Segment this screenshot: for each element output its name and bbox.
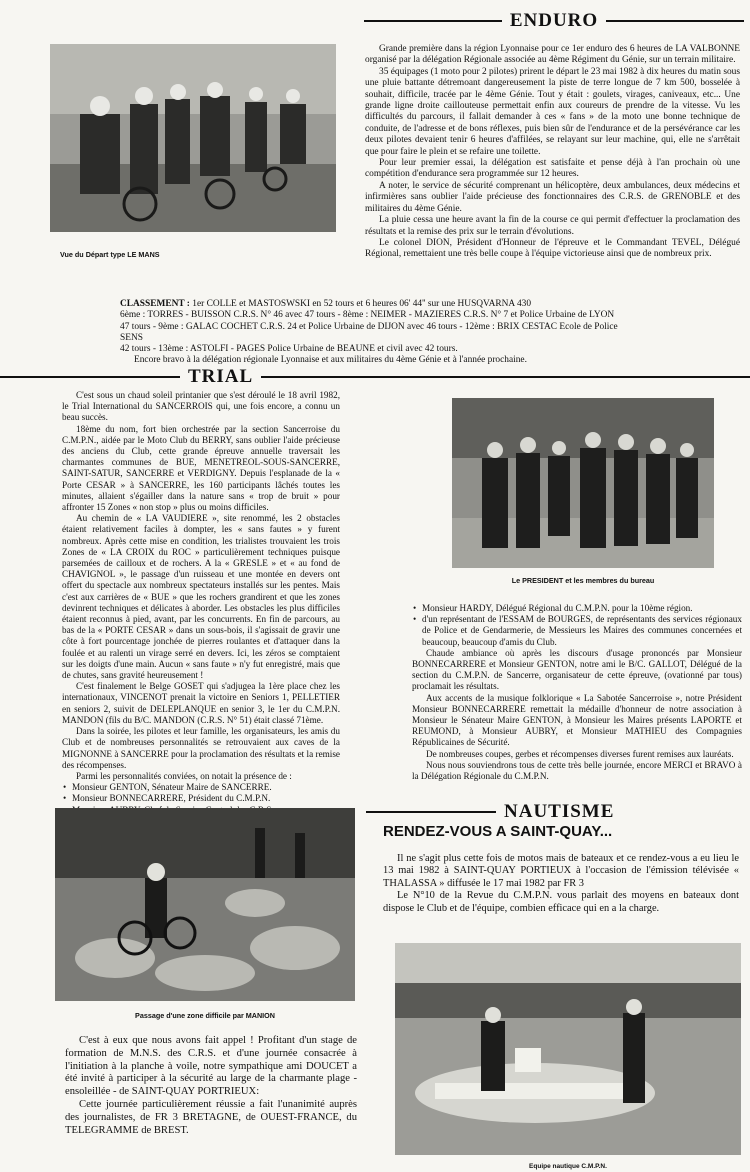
nautisme-subheading: RENDEZ-VOUS A SAINT-QUAY... [383, 823, 613, 840]
trial-paragraph: Parmi les personnalités conviées, on notait la présence de : [76, 770, 292, 781]
trial-paragraph: 18ème du nom, fort bien orchestrée par la section Sancerroise du C.M.P.N., aidée par le Moto Club du BERRY, sans oublier l'aide précieuse des anciens du Club, cette grande épreuve annuelle traversait les charmantes communes de BUE, MENETREOL-SOUS-SANCERRE, SAINT-SATUR, SANCERRE et VERDIGNY. Depuis l'esplanade de la « Porte CESAR » à SANCERRE, les 160 participants lâchés toutes les minutes, allaient s'égailler dans la nature sans « trop de bruit » pour affronter 15 Zones « non stop » plus ou moins difficiles. [62, 423, 340, 513]
enduro-paragraph: La pluie cessa une heure avant la fin de la course ce qui permit d'effectuer la proclamation des résultats et la remise des prix sur le terrain d'évolutions. [365, 215, 740, 237]
classement-first: 1er COLLE et MASTOSWSKI en 52 tours et 6 heures 06' 44'' sur une HUSQVARNA 430 [192, 299, 532, 309]
trial-right-column [412, 603, 742, 782]
president-photo-caption: Le PRESIDENT et les membres du bureau [511, 576, 655, 585]
trial-right-paragraph: Chaude ambiance où après les discours d'usage prononcés par Monsieur BONNECARRERE et Monsieur GENTON, notre ami le B/C. GALLOT, Délégué de la section du C.M.P.N. de Sancerre, organisateur de cette épreuve, (ovationné par tous) proclamait les résultats. [412, 647, 742, 692]
enduro-paragraph: Pour leur premier essai, la délégation est satisfaite et pense déjà à l'an prochain où une compétition d'endurance sera programmée sur 12 heures. [365, 158, 740, 180]
trial-paragraph: Dans la soirée, les pilotes et leur famille, les organisateurs, les amis du Club et de nombreuses personnalités se retrouvaient aux caves de la MIGNONNE à SANCERRE pour la proclamation des résultats et la remise des récompenses. [62, 726, 340, 770]
classement-line [120, 299, 640, 310]
classement-line: Encore bravo à la délégation régionale Lyonnaise et aux militaires du 4ème Génie et à l'année prochaine. [134, 355, 527, 366]
nautisme-paragraph: Le N°10 de la Revue du C.M.P.N. vous parlait des moyens en bateaux dont dispose le Club et de l'équipe, combien efficace qui en a la charge. [383, 890, 739, 914]
trial-right-bullets [412, 603, 742, 648]
enduro-classement [120, 299, 640, 367]
trial-article [62, 390, 340, 849]
classement-line: 6ème : TORRES - BUISSON C.R.S. N° 46 avec 47 tours - 8ème : NEIMER - MAZIERES C.R.S. N° 7 et Police Urbaine de LYON [120, 310, 615, 321]
nautisme-header [366, 801, 750, 823]
nautisme-left-paragraph: Cette journée particulièrement réussie a fait l'unanimité auprès des journalistes, de FR 3 BRETAGNE, de OUEST-FRANCE, du TELEGRAMME de BREST. [65, 1098, 357, 1136]
trial-heading: TRIAL [188, 366, 254, 387]
enduro-header [364, 10, 744, 32]
trial-header [0, 366, 750, 388]
enduro-paragraph: 35 équipages (1 moto pour 2 pilotes) prirent le départ le 23 mai 1982 à dix heures du matin sous une pluie battante détremoant dangereusement la piste de terre longue de 7 km 500, bosselée à souhait, difficile, tracée par le 4ème Génie. Tout y était : goulets, virages, caniveaux, etc... Une grande ligne droite caillouteuse permettait enfin aux coureurs de prendre de la vitesse. Vu les difficultés du parcours, il fallait demander à ces « fans » de la moto une bonne technique de conduite, de l'adresse et de bons réflexes, puis bien sûr de l'endurance et de la persévérance car les deux pilotes devaient tenir 6 heures d'affilées, se relayant sur leur machine, qui, elle ne s'arrêtait que pour faire le plein et se refaire une toilette. [365, 66, 740, 157]
trial-right-paragraph: De nombreuses coupes, gerbes et récompenses diverses furent remises aux lauréats. [426, 748, 734, 759]
trial-paragraph: C'est finalement le Belge GOSET qui s'adjugea la 1ère place chez les internationaux, VINCENOT prenait la victoire en Seniors 1, PELLETIER en seniors 2, suivit de DELEPLANQUE en senior 3, le 1er du C.M.P.N. MANDON (fils du B/C. MANDON (C.R.S. N° 51) était classé 71ème. [62, 681, 340, 725]
trial-paragraph: C'est sous un chaud soleil printanier que s'est déroulé le 18 avril 1982, le Trial International du SANCERROIS qui, une fois encore, a connu un beau succès. [62, 390, 340, 423]
trial-zone-photo [55, 808, 355, 1001]
president-bureau-photo [452, 398, 714, 568]
enduro-paragraph: A noter, le service de sécurité comprenant un hélicoptère, deux ambulances, deux médecins et infirmières sans oublier l'aide précieuse des fonctionnaires des C.R.S. de GRENOBLE et des militaires du 4ème Génie. [365, 180, 740, 214]
enduro-paragraph: Grande première dans la région Lyonnaise pour ce 1er enduro des 6 heures de LA VALBONNE organisé par la délégation Régionale associée au 4ème Régiment du Génie, sur un terrain militaire. [365, 44, 740, 66]
classement-label: CLASSEMENT : [120, 299, 190, 309]
nautisme-heading: NAUTISME [504, 801, 615, 822]
trial-right-paragraph: Aux accents de la musique folklorique « La Sabotée Sancerroise », notre Président Monsieur BONNECARRERE remettait la médaille d'honneur de notre association à Monsieur le Sénateur Maire GENTON, à Monsieur les Maires présents LAPORTE et REUMOND, à Monsieur AUBRY, et Monsieur MATHIEU des Compagnies Républicaines de Sécurité. [412, 692, 742, 748]
trial-zone-caption: Passage d'une zone difficile par MANION [135, 1011, 275, 1020]
nautisme-left-paragraph: C'est à eux que nous avons fait appel ! Profitant d'un stage de formation de M.N.S. des C.R.S. et d'une journée consacrée à l'initiation à la planche à voile, notre sympathique ami DOUCET a été invité à participer à la sécurité au large de la charmante plage - ensoleillée - de SAINT-QUAY PORTRIEUX: [65, 1035, 357, 1098]
classement-line: 47 tours - 9ème : GALAC COCHET C.R.S. 24 et Police Urbaine de DIJON avec 46 tours - 12ème : BRIX CESTAC Ecole de Police SENS [120, 321, 618, 343]
classement-line: 42 tours - 13ème : ASTOLFI - PAGES Police Urbaine de BEAUNE et civil avec 42 tours. [120, 344, 458, 355]
enduro-article [365, 44, 740, 261]
trial-paragraph: Au chemin de « LA VAUDIERE », site renommé, les 2 obstacles étaient relativement faciles à dompter, les « sans fautes » y furent nombreux. Après cette mise en condition, les trialistes trouvaient les trois Zones de « LA CROIX du ROC » particulièrement techniques puisque parsemées de cailloux et de rochers. A la « GRESLE » et « au fond de CHAVIGNOL », le passage d'un ruisseau et une montée en devers ont offert du spectacle aux nombreux spectateurs installés sur les pentes. Mais c'est aux carrières de « BUE » que les rochers grandirent et que les zones devinrent techniques et délicates à aborder. Les obstacles les plus difficiles étaient reconnus à pied, avant, par les concurrents. En fin de parcours, au bas de la « PORTE CESAR » dans un sous-bois, il s'agissait de gravir une côte à fort pourcentage jonchée de pierres roulantes et d'attaquer dans la foulée et au ralenti un virage serré en devers. Ici, les zéros se comptaient sur les doigts d'une main. Aucun « sans faute » n'y fut enregistré, mais que de chutes, sans gravité heureusement ! [62, 513, 340, 681]
nautisme-article [383, 853, 739, 915]
guest-item: • d'un représentant de l'ESSAM de BOURGES, de représentants des services régionaux de Police et de Gendarmerie, de Messieurs les Maires des communes concernées et beaucoup, beaucoup d'amis du Club. [412, 614, 742, 648]
enduro-paragraph: Le colonel DION, Président d'Honneur de l'épreuve et le Commandant TEVEL, Délégué Régional, remettaient une très belle coupe à l'équipe victorieuse ainsi que de nombreux prix. [365, 237, 740, 260]
guest-item: • Monsieur HARDY, Délégué Régional du C.M.P.N. pour la 10ème région. [412, 603, 742, 614]
guest-item: • Monsieur BONNECARRERE, Président du C.M.P.N. [62, 793, 340, 804]
nautique-photo-caption: Equipe nautique C.M.P.N. [529, 1163, 607, 1170]
enduro-start-photo [50, 44, 336, 232]
trial-right-paragraph: Nous nous souviendrons tous de cette très belle journée, encore MERCI et BRAVO à la Délégation Régionale du C.M.P.N. [412, 759, 742, 782]
nautisme-paragraph: Il ne s'agit plus cette fois de motos mais de bateaux et ce rendez-vous a eu lieu le 13 mai 1982 à SAINT-QUAY PORTIEUX à l'occasion de l'émission télévisée « THALASSA » diffusée le 17 mai 1982 par FR 3 [383, 853, 739, 889]
enduro-heading: ENDURO [509, 10, 599, 31]
nautique-team-photo [395, 943, 741, 1155]
nautisme-left-article [65, 1035, 357, 1137]
guest-item: • Monsieur GENTON, Sénateur Maire de SANCERRE. [62, 782, 340, 793]
enduro-photo-caption: Vue du Départ type LE MANS [60, 250, 160, 259]
